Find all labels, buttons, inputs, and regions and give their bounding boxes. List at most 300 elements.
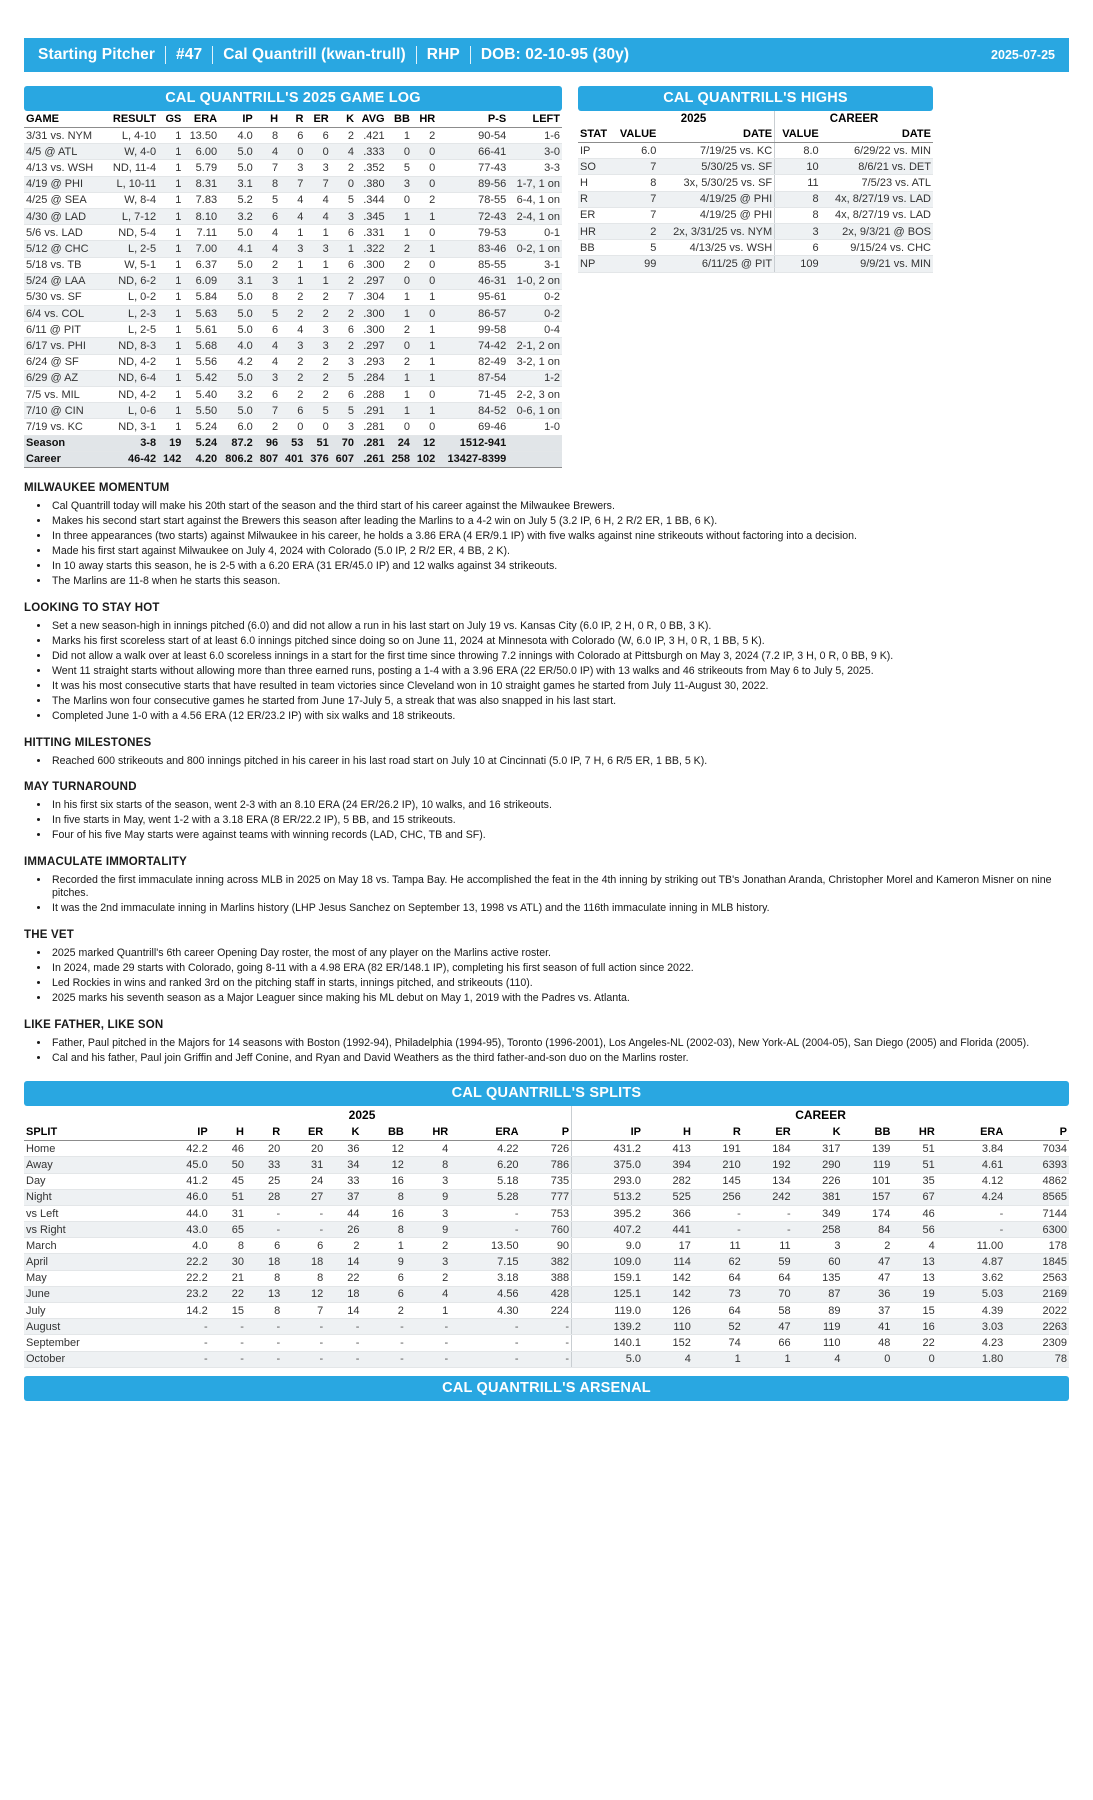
game-log-cell: 2 <box>305 306 330 322</box>
game-log-cell: 4 <box>331 144 356 160</box>
splits-season-cell: - <box>361 1319 405 1335</box>
game-log-cell: 3 <box>331 208 356 224</box>
splits-career-cell: 3.84 <box>937 1141 1006 1157</box>
splits-career-cell: 191 <box>693 1141 743 1157</box>
splits-season-cell: - <box>450 1351 520 1367</box>
game-log-cell: 13.50 <box>183 128 219 144</box>
game-log-cell: .380 <box>356 176 387 192</box>
game-log-cell: 1 <box>412 241 437 257</box>
highs-col-value-1: VALUE <box>613 126 658 143</box>
splits-season-cell: - <box>406 1351 450 1367</box>
game-log-cell: 6 <box>331 387 356 403</box>
splits-career-cell: 119 <box>793 1319 843 1335</box>
splits-season-cell: 3 <box>406 1254 450 1270</box>
splits-career-cell: 59 <box>743 1254 793 1270</box>
table-row <box>578 223 933 239</box>
splits-season-cell: - <box>210 1319 246 1335</box>
game-log-cell: 1 <box>412 208 437 224</box>
table-row <box>578 175 933 191</box>
table-row <box>24 338 562 354</box>
highs-cell: 7 <box>613 191 658 207</box>
splits-career-cell: 126 <box>643 1303 693 1319</box>
game-log-cell: 5.24 <box>183 419 219 435</box>
game-log-cell: 0 <box>280 144 305 160</box>
splits-season-cell: 20 <box>246 1141 282 1157</box>
narrative-heading: MILWAUKEE MOMENTUM <box>24 481 170 494</box>
splits-season-cell: 18 <box>246 1254 282 1270</box>
splits-career-cell: - <box>693 1222 743 1238</box>
splits-season-cell: 37 <box>325 1189 361 1205</box>
highs-col-value-3: VALUE <box>775 126 821 143</box>
splits-career-cell: 52 <box>693 1319 743 1335</box>
splits-career-cell: 375.0 <box>572 1157 643 1173</box>
highs-header-row <box>578 126 933 143</box>
game-log-col-ip: IP <box>219 111 255 128</box>
splits-season-cell: 14 <box>325 1254 361 1270</box>
game-log-col-h: H <box>255 111 280 128</box>
game-log-cell: 2 <box>280 370 305 386</box>
game-log-cell: .345 <box>356 208 387 224</box>
splits-career-cell: 192 <box>743 1157 793 1173</box>
splits-career-cell: 37 <box>843 1303 893 1319</box>
game-log-cell: 71-45 <box>437 387 508 403</box>
splits-season-cell: 42.2 <box>153 1141 210 1157</box>
splits-season-cell: 2 <box>406 1270 450 1286</box>
game-log-cell: 806.2 <box>219 451 255 467</box>
splits-career-cell: 47 <box>843 1270 893 1286</box>
game-log-cell: 5.0 <box>219 225 255 241</box>
splits-row-label: March <box>24 1238 153 1254</box>
game-log-cell: 0-4 <box>508 322 562 338</box>
game-log-cell: 5.2 <box>219 192 255 208</box>
game-log-cell: 7 <box>255 403 280 419</box>
game-log-cell: 7/10 @ CIN <box>24 403 105 419</box>
highs-cell: 99 <box>613 256 658 272</box>
splits-row-label: June <box>24 1286 153 1302</box>
table-row <box>578 240 933 256</box>
splits-season-cell: 20 <box>282 1141 325 1157</box>
game-log-cell: 1 <box>158 192 183 208</box>
game-log-cell: 2 <box>387 257 412 273</box>
splits-season-cell: 224 <box>521 1303 572 1319</box>
table-row <box>578 143 933 159</box>
game-log-cell: 1 <box>412 370 437 386</box>
narrative-bullet-list <box>50 947 1069 1006</box>
narrative-bullet-list <box>50 755 1069 769</box>
splits-season-cell: 24 <box>282 1173 325 1189</box>
game-log-cell: 8 <box>255 128 280 144</box>
game-log-col-gs: GS <box>158 111 183 128</box>
game-log-cell: 4 <box>305 192 330 208</box>
highs-cell: 7 <box>613 207 658 223</box>
game-log-cell: 2 <box>387 354 412 370</box>
list-item: • Led Rockies in wins and ranked 3rd on the pitching staff in starts, innings pitched, and strikeouts (110). <box>50 977 1069 991</box>
splits-career-cell: 290 <box>793 1157 843 1173</box>
splits-season-cell: 4.22 <box>450 1141 520 1157</box>
game-log-cell: 6 <box>331 225 356 241</box>
narrative-heading: HITTING MILESTONES <box>24 736 152 749</box>
game-log-cell: 2 <box>412 128 437 144</box>
game-log-cell: 7 <box>305 176 330 192</box>
game-log-cell: 6.0 <box>219 419 255 435</box>
game-log-cell: ND, 11-4 <box>105 160 158 176</box>
splits-group-season: 2025 <box>348 1108 376 1123</box>
game-log-cell: 5/18 vs. TB <box>24 257 105 273</box>
game-log-cell: 2 <box>280 387 305 403</box>
splits-career-cell: 46 <box>892 1205 936 1221</box>
splits-career-cell: 282 <box>643 1173 693 1189</box>
game-log-cell: 5 <box>255 192 280 208</box>
narrative-bullet-list <box>50 1037 1069 1066</box>
game-log-cell: 8 <box>255 289 280 305</box>
splits-career-cell: 5.0 <box>572 1351 643 1367</box>
splits-season-cell: 14 <box>325 1303 361 1319</box>
game-log-cell: 5/24 @ LAA <box>24 273 105 289</box>
game-log-cell: 1-2 <box>508 370 562 386</box>
game-log-cell: 5/6 vs. LAD <box>24 225 105 241</box>
splits-career-cell: 381 <box>793 1189 843 1205</box>
splits-career-cell: 17 <box>643 1238 693 1254</box>
game-log-cell: 2 <box>331 273 356 289</box>
game-log-header-row <box>24 111 562 128</box>
highs-cell: 3 <box>775 223 821 239</box>
game-log-cell: 0 <box>280 419 305 435</box>
splits-row-label: April <box>24 1254 153 1270</box>
splits-season-cell: 33 <box>325 1173 361 1189</box>
narrative-bullet-list <box>50 500 1069 589</box>
game-log-cell: 2 <box>280 289 305 305</box>
splits-col-season-k: K <box>325 1124 361 1141</box>
game-log-total-row <box>24 435 562 451</box>
game-log-cell: 6 <box>280 403 305 419</box>
table-row <box>24 1286 1069 1302</box>
splits-season-cell: 8 <box>361 1222 405 1238</box>
highs-cell: 5 <box>613 240 658 256</box>
splits-season-cell: 5.28 <box>450 1189 520 1205</box>
splits-career-cell: 139 <box>843 1141 893 1157</box>
splits-col-career-p: P <box>1005 1124 1069 1141</box>
game-log-cell: 3.1 <box>219 273 255 289</box>
game-log-cell: .291 <box>356 403 387 419</box>
game-log-cell: 1 <box>158 403 183 419</box>
splits-season-cell: 1 <box>361 1238 405 1254</box>
splits-career-cell: 1845 <box>1005 1254 1069 1270</box>
table-row <box>24 192 562 208</box>
game-log-cell: .300 <box>356 257 387 273</box>
splits-season-cell: - <box>210 1335 246 1351</box>
game-log-cell: 0 <box>412 144 437 160</box>
splits-season-cell: - <box>246 1335 282 1351</box>
game-log-cell: L, 0-6 <box>105 403 158 419</box>
splits-row-label: Day <box>24 1173 153 1189</box>
list-item: • In three appearances (two starts) against Milwaukee in his career, he holds a 3.86 ERA (4 ER/9.1 IP) with five walks against nine strikeouts without factoring into a decision. <box>50 530 1069 544</box>
splits-career-cell: - <box>937 1222 1006 1238</box>
game-log-cell: Career <box>24 451 105 467</box>
splits-season-cell: 50 <box>210 1157 246 1173</box>
game-log-cell: 2-2, 3 on <box>508 387 562 403</box>
splits-career-cell: - <box>937 1205 1006 1221</box>
game-log-cell: 2 <box>305 354 330 370</box>
game-log-cell: 3-1 <box>508 257 562 273</box>
game-log-cell: 1 <box>387 403 412 419</box>
game-log-cell: 4/19 @ PHI <box>24 176 105 192</box>
game-log-cell: .322 <box>356 241 387 257</box>
game-log-cell: 5.42 <box>183 370 219 386</box>
game-log-cell: 2 <box>331 128 356 144</box>
highs-cell: 7 <box>613 159 658 175</box>
splits-season-cell: 8 <box>361 1189 405 1205</box>
splits-season-cell: 46 <box>210 1141 246 1157</box>
splits-career-cell: 2 <box>843 1238 893 1254</box>
splits-col-season-er: ER <box>282 1124 325 1141</box>
game-log-cell: 1-7, 1 on <box>508 176 562 192</box>
game-log-cell: 1 <box>158 289 183 305</box>
splits-season-cell: 4.30 <box>450 1303 520 1319</box>
table-row <box>24 128 562 144</box>
table-row <box>24 1141 1069 1157</box>
game-log-cell: 0 <box>412 160 437 176</box>
splits-season-cell: - <box>153 1319 210 1335</box>
highs-group-blank <box>578 111 613 126</box>
highs-cell: 8 <box>613 175 658 191</box>
game-log-cell: 8 <box>255 176 280 192</box>
game-log-cell: 6/24 @ SF <box>24 354 105 370</box>
game-log-cell: 1 <box>158 273 183 289</box>
highs-cell: 6/29/22 vs. MIN <box>821 143 933 159</box>
splits-season-cell: 9 <box>406 1222 450 1238</box>
list-item: • Marks his first scoreless start of at least 6.0 innings pitched since doing so on June 11, 2024 at Minnesota with Colorado (W, 6.0 IP, 3 H, 0 R, 1 BB, 5 K). <box>50 635 1069 649</box>
highs-cell: IP <box>578 143 613 159</box>
game-log-cell: 3 <box>305 160 330 176</box>
game-log-cell: 51 <box>305 435 330 451</box>
splits-col-career-era: ERA <box>937 1124 1006 1141</box>
splits-career-cell: 1.80 <box>937 1351 1006 1367</box>
game-log-cell: 1 <box>158 338 183 354</box>
splits-career-cell: 135 <box>793 1270 843 1286</box>
game-log-cell: 46-42 <box>105 451 158 467</box>
splits-career-cell: 119 <box>843 1157 893 1173</box>
game-log-cell: 1 <box>387 387 412 403</box>
splits-career-cell: 394 <box>643 1157 693 1173</box>
splits-season-cell: - <box>282 1351 325 1367</box>
game-log-cell: 4.0 <box>219 338 255 354</box>
table-row <box>24 225 562 241</box>
splits-season-cell: 14.2 <box>153 1303 210 1319</box>
game-log-cell: 4.0 <box>219 128 255 144</box>
splits-career-cell: - <box>743 1205 793 1221</box>
splits-season-cell: 760 <box>521 1222 572 1238</box>
splits-career-cell: 4 <box>793 1351 843 1367</box>
highs-cell: 7/5/23 vs. ATL <box>821 175 933 191</box>
highs-cell: SO <box>578 159 613 175</box>
list-item: • Completed June 1-0 with a 4.56 ERA (12 ER/23.2 IP) with six walks and 18 strikeouts. <box>50 710 1069 724</box>
game-log-cell: 6 <box>255 322 280 338</box>
table-row <box>24 1319 1069 1335</box>
splits-career-cell: 0 <box>892 1351 936 1367</box>
game-log-cell: 1 <box>280 273 305 289</box>
splits-career-cell: 110 <box>793 1335 843 1351</box>
game-log-cell: 1 <box>331 241 356 257</box>
splits-career-cell: 256 <box>693 1189 743 1205</box>
game-log-cell: 1-6 <box>508 128 562 144</box>
splits-title: CAL QUANTRILL'S SPLITS <box>24 1081 1069 1106</box>
game-log-cell: W, 5-1 <box>105 257 158 273</box>
table-row <box>578 191 933 207</box>
game-log-cell: 1 <box>158 322 183 338</box>
splits-career-cell: 62 <box>693 1254 743 1270</box>
game-log-cell: 12 <box>412 435 437 451</box>
game-log-cell: 72-43 <box>437 208 508 224</box>
splits-career-cell: 226 <box>793 1173 843 1189</box>
splits-career-cell: 11 <box>743 1238 793 1254</box>
splits-career-cell: 2563 <box>1005 1270 1069 1286</box>
table-row <box>24 322 562 338</box>
highs-col-date-2: DATE <box>658 126 774 143</box>
splits-career-cell: 2263 <box>1005 1319 1069 1335</box>
game-log-cell: 1-0, 2 on <box>508 273 562 289</box>
splits-career-cell: 7034 <box>1005 1141 1069 1157</box>
splits-table <box>24 1106 1069 1368</box>
game-log-cell: 4.2 <box>219 354 255 370</box>
game-log-cell: 5 <box>387 160 412 176</box>
splits-career-cell: 84 <box>843 1222 893 1238</box>
game-log-cell: .288 <box>356 387 387 403</box>
splits-season-cell: - <box>361 1335 405 1351</box>
game-log-cell: 2-1, 2 on <box>508 338 562 354</box>
splits-season-cell: 15 <box>210 1303 246 1319</box>
splits-season-cell: - <box>282 1335 325 1351</box>
game-log-cell: 1 <box>412 338 437 354</box>
game-log-cell: 46-31 <box>437 273 508 289</box>
game-log-cell: 1 <box>158 354 183 370</box>
splits-season-cell: 8 <box>246 1270 282 1286</box>
splits-season-cell: 16 <box>361 1173 405 1189</box>
table-row <box>24 160 562 176</box>
splits-career-cell: 13 <box>892 1270 936 1286</box>
game-log-col-r: R <box>280 111 305 128</box>
game-log-cell: 3 <box>331 419 356 435</box>
highs-cell: 5/30/25 vs. SF <box>658 159 774 175</box>
splits-season-cell: 22.2 <box>153 1270 210 1286</box>
highs-group-season: 2025 <box>680 113 707 125</box>
splits-career-cell: 19 <box>892 1286 936 1302</box>
splits-season-cell: 31 <box>210 1205 246 1221</box>
splits-career-cell: 6300 <box>1005 1222 1069 1238</box>
splits-season-cell: 4 <box>406 1141 450 1157</box>
game-log-cell: 376 <box>305 451 330 467</box>
game-log-cell: 0 <box>412 273 437 289</box>
list-item: • It was his most consecutive starts that have resulted in team victories since Cleveland won in 10 straight games he started from July 11-August 30, 2022. <box>50 680 1069 694</box>
narrative-heading: LOOKING TO STAY HOT <box>24 601 160 614</box>
splits-row-label: vs Left <box>24 1205 153 1221</box>
splits-section <box>24 1081 1069 1368</box>
header-divider <box>470 46 471 64</box>
splits-career-cell: 140.1 <box>572 1335 643 1351</box>
table-row <box>578 256 933 272</box>
splits-career-cell: 0 <box>843 1351 893 1367</box>
table-row <box>24 273 562 289</box>
game-log-cell: .352 <box>356 160 387 176</box>
splits-season-cell: - <box>521 1351 572 1367</box>
splits-season-cell: 22 <box>325 1270 361 1286</box>
splits-career-cell: 101 <box>843 1173 893 1189</box>
game-log-cell: L, 7-12 <box>105 208 158 224</box>
splits-season-cell: 43.0 <box>153 1222 210 1238</box>
game-log-cell: 70 <box>331 435 356 451</box>
splits-career-cell: 349 <box>793 1205 843 1221</box>
splits-career-cell: 70 <box>743 1286 793 1302</box>
splits-career-cell: 145 <box>693 1173 743 1189</box>
highs-cell: 8/6/21 vs. DET <box>821 159 933 175</box>
list-item: • 2025 marked Quantrill's 6th career Opening Day roster, the most of any player on the Marlins active roster. <box>50 947 1069 961</box>
list-item: • In five starts in May, went 1-2 with a 3.18 ERA (8 ER/22.2 IP), 5 BB, and 15 strikeouts. <box>50 814 1069 828</box>
highs-cell: 8 <box>775 191 821 207</box>
splits-career-cell: 258 <box>793 1222 843 1238</box>
splits-season-cell: 7 <box>282 1303 325 1319</box>
splits-career-cell: 4.23 <box>937 1335 1006 1351</box>
splits-season-cell: - <box>282 1222 325 1238</box>
splits-season-cell: 2 <box>406 1238 450 1254</box>
highs-col-date-4: DATE <box>821 126 933 143</box>
game-log-cell: 6/17 vs. PHI <box>24 338 105 354</box>
game-log-cell: 5.0 <box>219 322 255 338</box>
splits-career-cell: 110 <box>643 1319 693 1335</box>
game-log-col-hr: HR <box>412 111 437 128</box>
game-log-cell: 2 <box>280 354 305 370</box>
splits-season-cell: 388 <box>521 1270 572 1286</box>
splits-season-cell: 13.50 <box>450 1238 520 1254</box>
list-item: • The Marlins won four consecutive games he started from June 17-July 5, a streak that was also snapped in his last start. <box>50 695 1069 709</box>
game-log-cell: 5.40 <box>183 387 219 403</box>
splits-season-cell: 12 <box>282 1286 325 1302</box>
highs-cell: 4/19/25 @ PHI <box>658 207 774 223</box>
highs-cell: 10 <box>775 159 821 175</box>
game-log-cell: 5.84 <box>183 289 219 305</box>
game-log-cell: 0 <box>412 257 437 273</box>
splits-season-cell: 9 <box>361 1254 405 1270</box>
splits-season-cell: 735 <box>521 1173 572 1189</box>
narrative-heading: MAY TURNAROUND <box>24 781 137 794</box>
game-log-cell: 3 <box>387 176 412 192</box>
game-log-col-left: LEFT <box>508 111 562 128</box>
game-log-cell: 89-56 <box>437 176 508 192</box>
game-log-cell: 6 <box>331 322 356 338</box>
splits-career-cell: 87 <box>793 1286 843 1302</box>
game-log-cell: 74-42 <box>437 338 508 354</box>
game-log-cell: 3 <box>305 322 330 338</box>
splits-career-cell: 35 <box>892 1173 936 1189</box>
game-log-cell: Season <box>24 435 105 451</box>
splits-career-cell: 4.87 <box>937 1254 1006 1270</box>
splits-career-cell: 4862 <box>1005 1173 1069 1189</box>
game-log-cell: 83-46 <box>437 241 508 257</box>
splits-career-cell: 159.1 <box>572 1270 643 1286</box>
game-log-cell: 0 <box>387 338 412 354</box>
game-log-cell: 6 <box>255 208 280 224</box>
splits-season-cell: - <box>246 1351 282 1367</box>
splits-career-cell: 184 <box>743 1141 793 1157</box>
highs-cell: R <box>578 191 613 207</box>
list-item: • It was the 2nd immaculate inning in Marlins history (LHP Jesus Sanchez on September 13, 1998 vs ATL) and the 116th immaculate inning in MLB history. <box>50 902 1069 916</box>
game-log-cell: 5 <box>255 306 280 322</box>
list-item: • In 2024, made 29 starts with Colorado, going 8-11 with a 4.98 ERA (82 ER/148.1 IP), completing his first season of full action since 2022. <box>50 962 1069 976</box>
highs-cell: 4/19/25 @ PHI <box>658 191 774 207</box>
game-log-cell: 7/19 vs. KC <box>24 419 105 435</box>
splits-career-cell: 2309 <box>1005 1335 1069 1351</box>
game-log-cell: 2 <box>305 387 330 403</box>
game-log-cell: 1 <box>158 257 183 273</box>
table-row <box>24 1254 1069 1270</box>
